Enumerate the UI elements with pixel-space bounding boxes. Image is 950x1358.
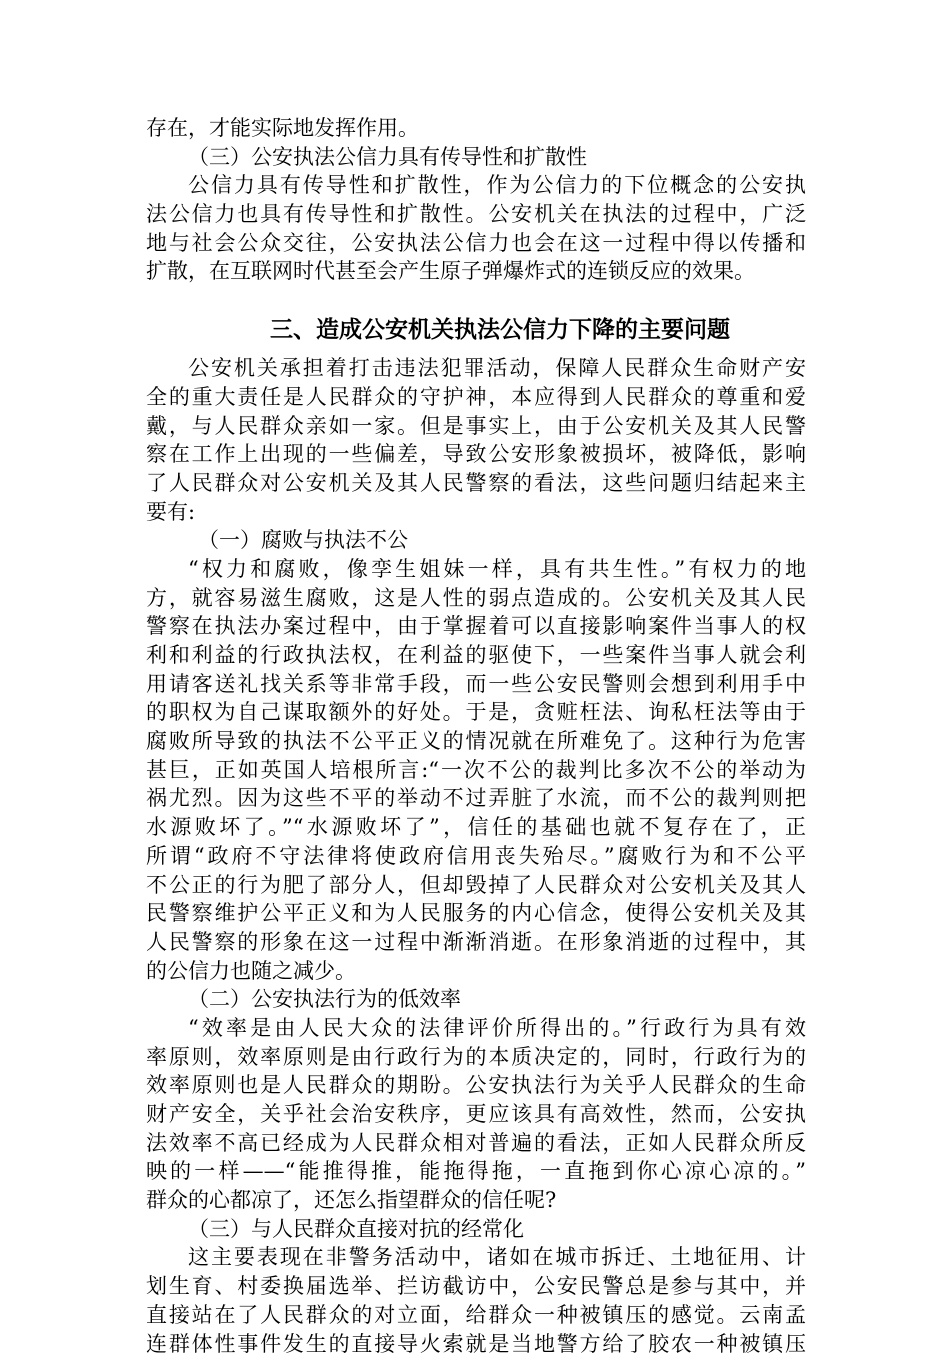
text-line: 戴，与人民群众亲如一家。但是事实上，由于公安机关及其人民警 <box>146 412 806 441</box>
text-line: 警察在执法办案过程中，由于掌握着可以直接影响案件当事人的权 <box>146 612 806 641</box>
text-line: 存在，才能实际地发挥作用。 <box>146 114 806 143</box>
subsection-heading: （三）公安执法公信力具有传导性和扩散性 <box>146 143 806 172</box>
text-line: 直接站在了人民群众的对立面，给群众一种被镇压的感觉。云南孟 <box>146 1301 806 1330</box>
text-line: 划生育、村委换届选举、拦访截访中，公安民警总是参与其中，并 <box>146 1272 806 1301</box>
text-line: 连群体性事件发生的直接导火索就是当地警方给了胶农一种被镇压 <box>146 1330 806 1358</box>
text-line: 察在工作上出现的一些偏差，导致公安形象被损坏，被降低，影响 <box>146 440 806 469</box>
text-line: 率原则，效率原则是由行政行为的本质决定的，同时，行政行为的 <box>146 1043 806 1072</box>
subsection-heading: （三）与人民群众直接对抗的经常化 <box>146 1215 806 1244</box>
text-line: 的职权为自己谋取额外的好处。于是，贪赃枉法、询私枉法等由于 <box>146 698 806 727</box>
text-line: 所谓“政府不守法律将使政府信用丧失殆尽。”腐败行为和不公平 <box>146 842 806 871</box>
text-line: 法效率不高已经成为人民群众相对普遍的看法，正如人民群众所反 <box>146 1129 806 1158</box>
text-line: 公安机关承担着打击违法犯罪活动，保障人民群众生命财产安 <box>146 354 806 383</box>
text-line: 人民警察的形象在这一过程中渐渐消逝。在形象消逝的过程中，其 <box>146 928 806 957</box>
text-line: 要有: <box>146 498 806 527</box>
text-line: 财产安全，关乎社会治安秩序，更应该具有高效性，然而，公安执 <box>146 1100 806 1129</box>
text-line: 了人民群众对公安机关及其人民警察的看法，这些问题归结起来主 <box>146 469 806 498</box>
text-line: 方，就容易滋生腐败，这是人性的弱点造成的。公安机关及其人民 <box>146 584 806 613</box>
subsection-heading: （一）腐败与执法不公 <box>146 526 806 555</box>
text-line: 公信力具有传导性和扩散性，作为公信力的下位概念的公安执 <box>146 171 806 200</box>
text-line: 民警察维护公平正义和为人民服务的内心信念，使得公安机关及其 <box>146 899 806 928</box>
text-line: 甚巨，正如英国人培根所言:“一次不公的裁判比多次不公的举动为 <box>146 756 806 785</box>
text-line: 映的一样——“能推得推，能拖得拖，一直拖到你心凉心凉的。” <box>146 1157 806 1186</box>
text-line: 这主要表现在非警务活动中，诸如在城市拆迁、土地征用、计 <box>146 1243 806 1272</box>
text-line: 效率原则也是人民群众的期盼。公安执法行为关乎人民群众的生命 <box>146 1071 806 1100</box>
section-heading: 三、造成公安机关执法公信力下降的主要问题 <box>146 312 806 348</box>
text-line: 水源败坏了。”“水源败坏了”，信任的基础也就不复存在了，正 <box>146 813 806 842</box>
document-page <box>146 114 806 1358</box>
text-line: “效率是由人民大众的法律评价所得出的。”行政行为具有效 <box>146 1014 806 1043</box>
text-line: 利和利益的行政执法权，在利益的驱使下，一些案件当事人就会利 <box>146 641 806 670</box>
text-line: 的公信力也随之减少。 <box>146 957 806 986</box>
text-line: 腐败所导致的执法不公平正义的情况就在所难免了。这种行为危害 <box>146 727 806 756</box>
subsection-heading: （二）公安执法行为的低效率 <box>146 985 806 1014</box>
text-line: 地与社会公众交往，公安执法公信力也会在这一过程中得以传播和 <box>146 229 806 258</box>
text-line: 全的重大责任是人民群众的守护神，本应得到人民群众的尊重和爱 <box>146 383 806 412</box>
text-line: 不公正的行为肥了部分人，但却毁掉了人民群众对公安机关及其人 <box>146 871 806 900</box>
text-line: “权力和腐败，像孪生姐妹一样，具有共生性。”有权力的地 <box>146 555 806 584</box>
text-line: 用请客送礼找关系等非常手段，而一些公安民警则会想到利用手中 <box>146 670 806 699</box>
text-line: 法公信力也具有传导性和扩散性。公安机关在执法的过程中，广泛 <box>146 200 806 229</box>
text-line: 群众的心都凉了，还怎么指望群众的信任呢? <box>146 1186 806 1215</box>
text-line: 扩散，在互联网时代甚至会产生原子弹爆炸式的连锁反应的效果。 <box>146 257 806 286</box>
text-line: 祸尤烈。因为这些不平的举动不过弄脏了水流，而不公的裁判则把 <box>146 784 806 813</box>
